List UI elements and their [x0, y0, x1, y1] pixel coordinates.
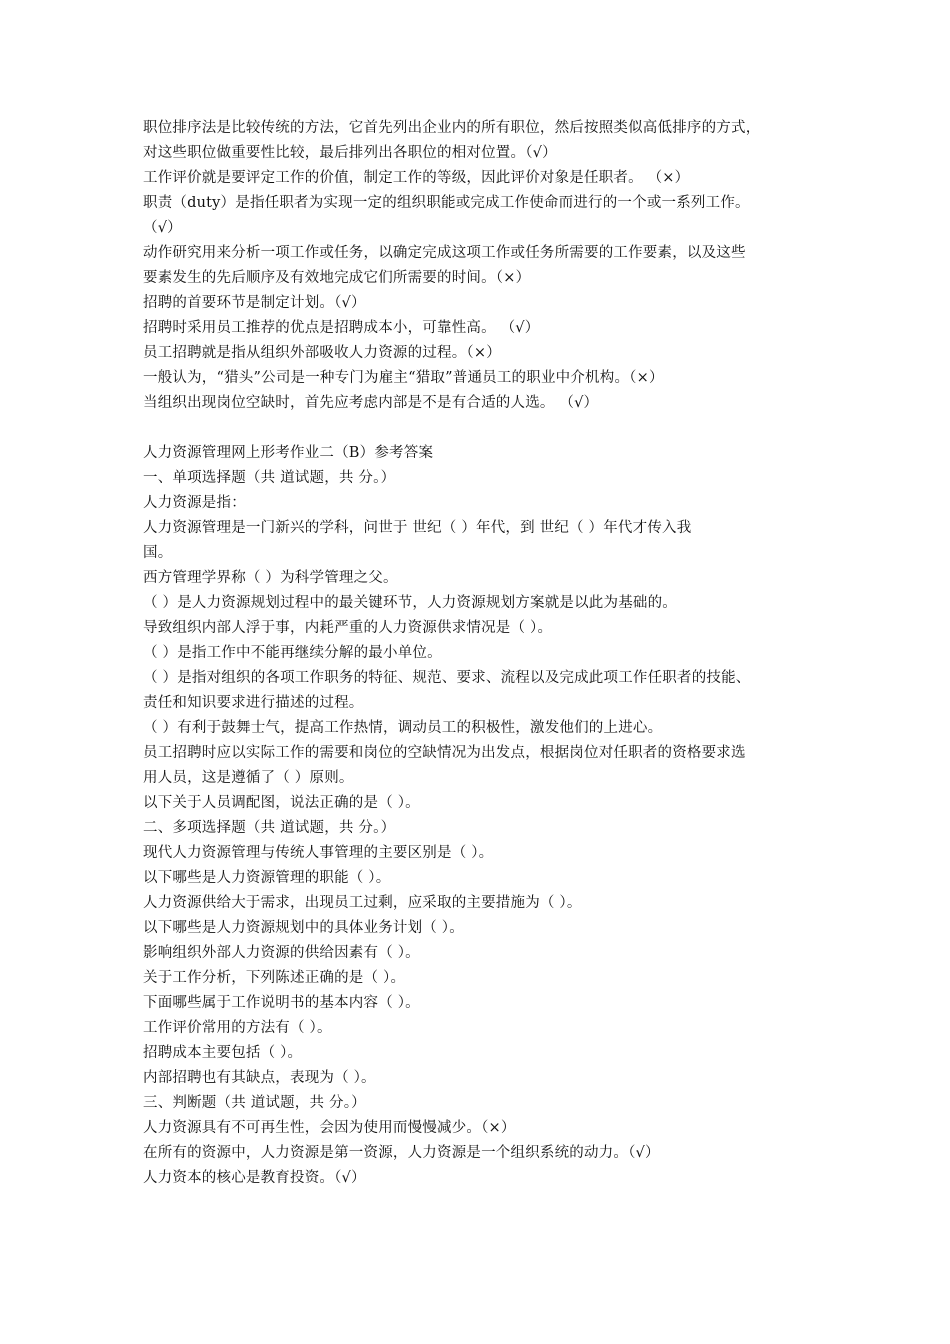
- text-line: 动作研究用来分析一项工作或任务，以确定完成这项工作或任务所需要的工作要素，以及这些: [143, 245, 746, 261]
- text-line: 现代人力资源管理与传统人事管理的主要区别是（ ）。: [143, 845, 494, 861]
- section-heading: 二、多项选择题（共 道试题，共 分。）: [143, 820, 396, 836]
- section-title: 人力资源管理网上形考作业二（B）参考答案: [143, 445, 434, 461]
- text-line: 关于工作分析，下列陈述正确的是（ ）。: [143, 970, 406, 986]
- text-line: 责任和知识要求进行描述的过程。: [143, 695, 364, 711]
- text-line: 招聘的首要环节是制定计划。（√）: [143, 295, 366, 311]
- text-line: 人力资源具有不可再生性，会因为使用而慢慢减少。（×）: [143, 1120, 516, 1136]
- text-line: 对这些职位做重要性比较，最后排列出各职位的相对位置。（√）: [143, 145, 557, 161]
- text-line: 工作评价常用的方法有（ ）。: [143, 1020, 332, 1036]
- text-line: 职责（duty）是指任职者为实现一定的组织职能或完成工作使命而进行的一个或一系列工作。: [143, 195, 750, 211]
- text-line: 用人员，这是遵循了（ ）原则。: [143, 770, 354, 786]
- text-line: 西方管理学界称（ ）为科学管理之父。: [143, 570, 398, 586]
- text-line: 人力资源供给大于需求，出现员工过剩，应采取的主要措施为（ ）。: [143, 895, 582, 911]
- text-line: 内部招聘也有其缺点，表现为（ ）。: [143, 1070, 376, 1086]
- text-line: 职位排序法是比较传统的方法，它首先列出企业内的所有职位，然后按照类似高低排序的方式，: [143, 120, 761, 136]
- text-line: 员工招聘就是指从组织外部吸收人力资源的过程。（×）: [143, 345, 501, 361]
- text-line: 在所有的资源中，人力资源是第一资源，人力资源是一个组织系统的动力。（√）: [143, 1145, 660, 1161]
- text-line: 导致组织内部人浮于事，内耗严重的人力资源供求情况是（ ）。: [143, 620, 553, 636]
- text-line: （ ）是人力资源规划过程中的最关键环节，人力资源规划方案就是以此为基础的。: [143, 595, 678, 611]
- section-heading: 三、判断题（共 道试题，共 分。）: [143, 1095, 366, 1111]
- text-line: 人力资源是指：: [143, 495, 246, 511]
- text-line: 工作评价就是要评定工作的价值，制定工作的等级，因此评价对象是任职者。 （×）: [143, 170, 690, 186]
- text-line: 一般认为，“猎头”公司是一种专门为雇主“猎取”普通员工的职业中介机构。（×）: [143, 370, 664, 386]
- text-line: 员工招聘时应以实际工作的需要和岗位的空缺情况为出发点，根据岗位对任职者的资格要求选: [143, 745, 746, 761]
- text-line: （√）: [143, 220, 182, 236]
- text-line: 人力资源管理是一门新兴的学科，问世于 世纪（ ）年代，到 世纪（ ）年代才传入我: [143, 520, 692, 536]
- text-line: 影响组织外部人力资源的供给因素有（ ）。: [143, 945, 420, 961]
- section-heading: 一、单项选择题（共 道试题，共 分。）: [143, 470, 396, 486]
- text-line: 以下哪些是人力资源规划中的具体业务计划（ ）。: [143, 920, 464, 936]
- text-line: （ ）是指工作中不能再继续分解的最小单位。: [143, 645, 442, 661]
- text-line: 人力资本的核心是教育投资。（√）: [143, 1170, 366, 1186]
- text-line: 以下关于人员调配图，说法正确的是（ ）。: [143, 795, 420, 811]
- text-line: 当组织出现岗位空缺时，首先应考虑内部是不是有合适的人选。 （√）: [143, 395, 599, 411]
- text-line: 招聘时采用员工推荐的优点是招聘成本小，可靠性高。 （√）: [143, 320, 540, 336]
- text-line: 招聘成本主要包括（ ）。: [143, 1045, 303, 1061]
- text-line: 要素发生的先后顺序及有效地完成它们所需要的时间。（×）: [143, 270, 531, 286]
- text-line: 以下哪些是人力资源管理的职能（ ）。: [143, 870, 391, 886]
- text-line: 下面哪些属于工作说明书的基本内容（ ）。: [143, 995, 420, 1011]
- text-line: （ ）有利于鼓舞士气，提高工作热情，调动员工的积极性，激发他们的上进心。: [143, 720, 663, 736]
- text-line: 国。: [143, 545, 173, 561]
- text-line: （ ）是指对组织的各项工作职务的特征、规范、要求、流程以及完成此项工作任职者的技能、: [143, 670, 751, 686]
